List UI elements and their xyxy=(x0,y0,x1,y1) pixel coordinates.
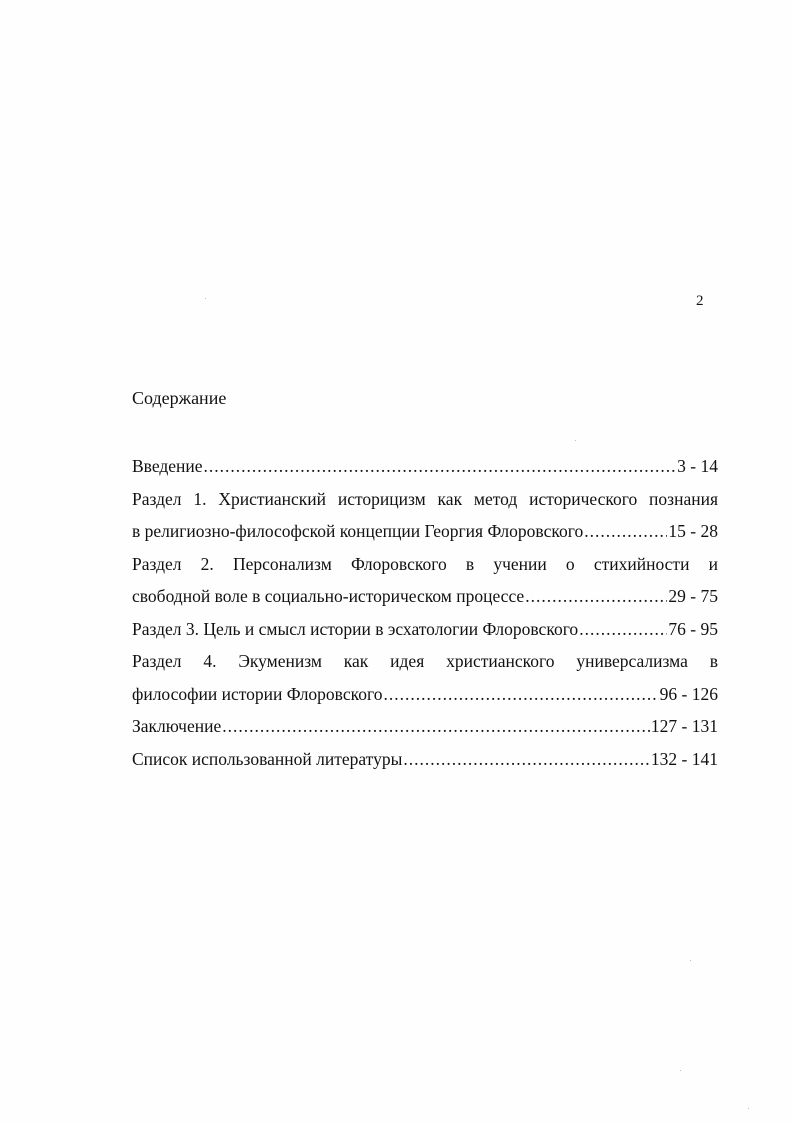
table-of-contents-title: Содержание xyxy=(132,388,227,408)
toc-entry-section-4-line-2 xyxy=(132,678,718,711)
scan-speck xyxy=(575,440,576,441)
toc-entry-title: свободной воле в социально-историческом процессе xyxy=(132,586,525,606)
toc-entry-title: Раздел 3. Цель и смысл истории в эсхатологии Флоровского xyxy=(132,618,579,639)
scan-speck xyxy=(205,298,206,299)
dot-leader xyxy=(204,450,677,483)
dot-leader xyxy=(579,613,667,646)
page-number: 2 xyxy=(696,293,704,309)
toc-entry-section-1-line-2 xyxy=(132,515,718,548)
toc-entry-title: философии истории Флоровского xyxy=(132,683,383,704)
dot-leader xyxy=(403,743,650,776)
table-of-contents xyxy=(132,450,718,775)
toc-entry-pages: 132 - 141 xyxy=(650,748,718,769)
toc-entry-section-3 xyxy=(132,613,718,646)
toc-entry-title: Список использованной литературы xyxy=(132,748,403,769)
scan-speck xyxy=(680,1070,681,1071)
toc-entry-title: Заключение xyxy=(132,716,222,736)
toc-entry-conclusion xyxy=(132,710,718,743)
toc-entry-title: в религиозно-философской концепции Георгия Флоровского xyxy=(132,521,584,541)
toc-entry-pages: 76 - 95 xyxy=(668,618,718,639)
dot-leader xyxy=(525,580,667,613)
dot-leader xyxy=(584,515,667,548)
dot-leader xyxy=(383,678,658,711)
toc-entry-pages: 15 - 28 xyxy=(668,521,718,541)
dot-leader xyxy=(222,710,650,743)
toc-entry-section-1-line-1: Раздел 1. Христианский историцизм как метод исторического познания xyxy=(132,488,718,509)
toc-entry-section-4-line-1: Раздел 4. Экуменизм как идея христианского универсализма в xyxy=(132,651,718,671)
toc-entry-section-2-line-1: Раздел 2. Персонализм Флоровского в учении о стихийности и xyxy=(132,553,718,574)
toc-entry-pages: 29 - 75 xyxy=(668,586,718,606)
toc-entry-bibliography xyxy=(132,743,718,776)
toc-entry-pages: 3 - 14 xyxy=(677,456,718,476)
toc-entry-pages: 96 - 126 xyxy=(659,683,718,704)
toc-entry-section-2-line-2 xyxy=(132,580,718,613)
scan-speck xyxy=(690,960,691,961)
toc-entry-pages: 127 - 131 xyxy=(650,716,718,736)
toc-entry-title: Введение xyxy=(132,456,203,476)
toc-entry-introduction xyxy=(132,450,718,483)
scan-speck xyxy=(748,1108,749,1109)
